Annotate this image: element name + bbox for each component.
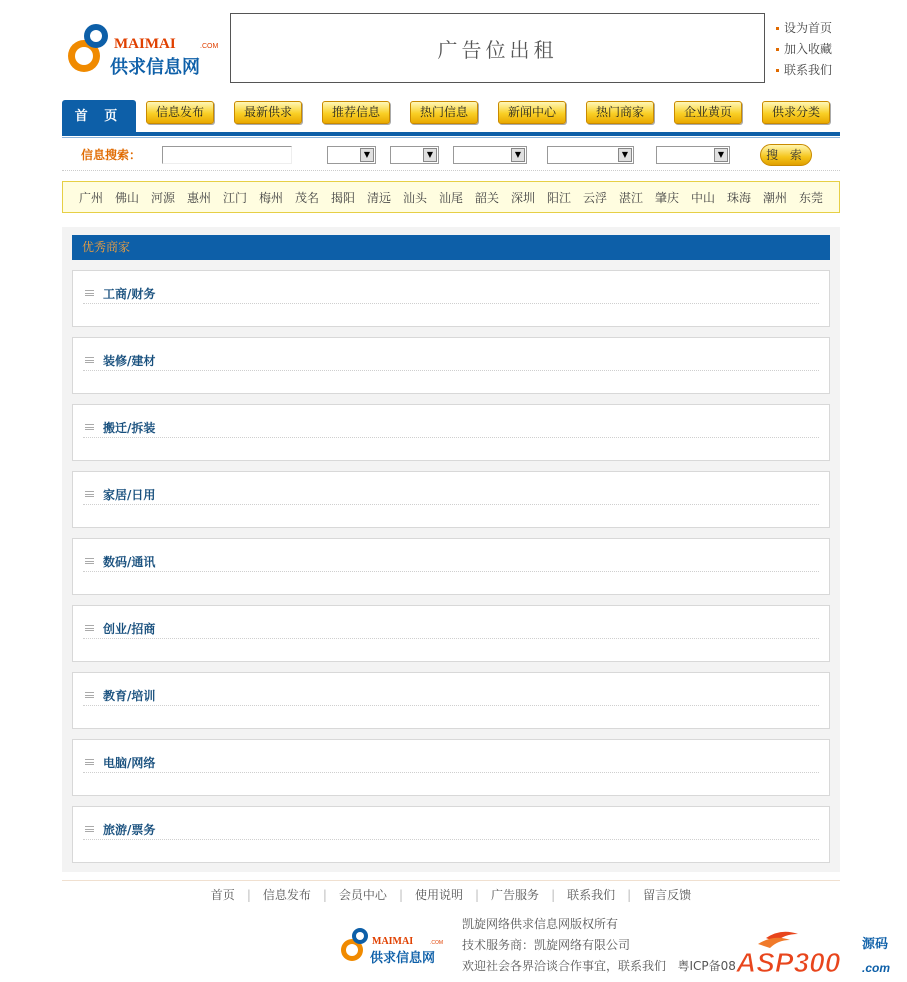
footer-link-contact[interactable]: 联系我们 xyxy=(567,888,616,902)
nav-divider xyxy=(62,132,840,136)
dropdown-arrow-icon: ▼ xyxy=(618,148,632,162)
city-link[interactable]: 深圳 xyxy=(510,190,535,205)
set-homepage-link[interactable]: 设为首页 xyxy=(776,18,846,39)
panel-title: 优秀商家 xyxy=(72,235,830,260)
bullet-icon xyxy=(776,69,779,72)
ad-banner[interactable] xyxy=(230,13,765,83)
list-icon xyxy=(85,424,94,430)
city-link[interactable]: 梅州 xyxy=(258,190,283,205)
separator: | xyxy=(246,888,251,902)
nav-categories[interactable]: 供求分类 xyxy=(762,101,830,124)
category-title[interactable]: 数码/通讯 xyxy=(103,555,156,569)
search-button[interactable]: 搜 索 xyxy=(760,144,812,166)
footer-link-member[interactable]: 会员中心 xyxy=(338,888,387,902)
add-favorite-link[interactable]: 加入收藏 xyxy=(776,39,846,60)
separator: | xyxy=(551,888,556,902)
city-link[interactable]: 揭阳 xyxy=(330,190,355,205)
category-box xyxy=(72,672,830,729)
logo-brand-suffix: .COM xyxy=(200,43,219,50)
dropdown-arrow-icon: ▼ xyxy=(714,148,728,162)
category-title[interactable]: 教育/培训 xyxy=(103,689,156,703)
category-box xyxy=(72,538,830,595)
city-link[interactable]: 湛江 xyxy=(618,190,643,205)
city-link[interactable]: 珠海 xyxy=(726,190,751,205)
provider-text: 技术服务商：凯旋网络有限公司 xyxy=(462,938,631,952)
welcome-text: 欢迎社会各界洽谈合作事宜，联系我们 xyxy=(462,959,667,973)
list-icon xyxy=(85,290,94,296)
search-select-3[interactable] xyxy=(453,146,527,164)
search-label: 信息搜索： xyxy=(81,148,142,162)
category-box xyxy=(72,337,830,394)
category-box xyxy=(72,471,830,528)
city-link[interactable]: 中山 xyxy=(690,190,715,205)
category-title[interactable]: 电脑/网络 xyxy=(103,756,156,770)
city-link[interactable]: 阳江 xyxy=(546,190,571,205)
search-input[interactable] xyxy=(162,146,292,164)
category-title[interactable]: 搬迁/拆装 xyxy=(103,421,156,435)
contact-us-link[interactable]: 联系我们 xyxy=(776,60,846,81)
city-link[interactable]: 云浮 xyxy=(582,190,607,205)
nav-hot-info[interactable]: 热门信息 xyxy=(410,101,478,124)
nav-divider-thin xyxy=(62,137,840,138)
footer-info xyxy=(462,914,736,977)
top-links xyxy=(776,18,846,81)
list-icon xyxy=(85,625,94,631)
city-link[interactable]: 韶关 xyxy=(474,190,499,205)
watermark-cn: 源码 xyxy=(862,937,889,952)
nav-recommended[interactable]: 推荐信息 xyxy=(322,101,390,124)
city-link[interactable]: 潮州 xyxy=(762,190,787,205)
dropdown-arrow-icon: ▼ xyxy=(423,148,437,162)
category-title[interactable]: 旅游/票务 xyxy=(103,823,156,837)
nav-hot-merchants[interactable]: 热门商家 xyxy=(586,101,654,124)
dropdown-arrow-icon: ▼ xyxy=(360,148,374,162)
ad-banner-text: 广告位出租 xyxy=(437,37,558,62)
separator: | xyxy=(475,888,480,902)
search-select-2[interactable] xyxy=(390,146,439,164)
city-link[interactable]: 茂名 xyxy=(294,190,319,205)
footer-link-feedback[interactable]: 留言反馈 xyxy=(643,888,692,902)
bullet-icon xyxy=(776,27,779,30)
watermark-logo-icon xyxy=(736,928,904,980)
search-select-1[interactable] xyxy=(327,146,376,164)
nav-news-center[interactable]: 新闻中心 xyxy=(498,101,566,124)
city-link[interactable]: 广州 xyxy=(78,190,103,205)
asp300-watermark xyxy=(736,928,904,980)
footer-link-publish[interactable]: 信息发布 xyxy=(262,888,311,902)
city-link[interactable]: 佛山 xyxy=(114,190,139,205)
bullet-icon xyxy=(776,48,779,51)
category-title[interactable]: 创业/招商 xyxy=(103,622,156,636)
footer-logo xyxy=(338,924,448,968)
footer-logo-brand-suffix: .COM xyxy=(430,940,444,946)
welcome-line xyxy=(462,956,736,977)
footer-links xyxy=(62,886,840,903)
nav-yellow-pages[interactable]: 企业黄页 xyxy=(674,101,742,124)
logo-brand-en: MAIMAI xyxy=(114,36,176,52)
icp-text: 粤ICP备08 xyxy=(677,959,736,973)
copyright-text: 凯旋网络供求信息网版权所有 xyxy=(462,917,619,931)
list-icon xyxy=(85,759,94,765)
nav-home-tab[interactable]: 首 页 xyxy=(62,100,136,133)
dropdown-arrow-icon: ▼ xyxy=(511,148,525,162)
city-bar xyxy=(62,181,840,213)
category-box xyxy=(72,270,830,327)
category-title[interactable]: 装修/建材 xyxy=(103,354,156,368)
city-link[interactable]: 江门 xyxy=(222,190,247,205)
search-select-5[interactable] xyxy=(656,146,730,164)
logo-brand-cn: 供求信息网 xyxy=(110,57,200,78)
footer-link-help[interactable]: 使用说明 xyxy=(414,888,463,902)
watermark-suffix: .com xyxy=(862,961,891,975)
footer-link-ads[interactable]: 广告服务 xyxy=(491,888,540,902)
list-icon xyxy=(85,692,94,698)
nav-info-publish[interactable]: 信息发布 xyxy=(146,101,214,124)
category-title[interactable]: 家居/日用 xyxy=(103,488,156,502)
category-title[interactable]: 工商/财务 xyxy=(103,287,156,301)
category-box xyxy=(72,404,830,461)
separator: | xyxy=(627,888,632,902)
list-icon xyxy=(85,491,94,497)
city-link[interactable]: 汕头 xyxy=(402,190,427,205)
city-link[interactable]: 东莞 xyxy=(798,190,823,205)
city-link[interactable]: 惠州 xyxy=(186,190,211,205)
category-box xyxy=(72,605,830,662)
category-box xyxy=(72,739,830,796)
search-select-4[interactable] xyxy=(547,146,634,164)
footer-logo-brand-en: MAIMAI xyxy=(372,936,414,947)
city-link[interactable]: 肇庆 xyxy=(654,190,679,205)
separator: | xyxy=(322,888,327,902)
footer-logo-brand-cn: 供求信息网 xyxy=(370,951,436,966)
list-icon xyxy=(85,357,94,363)
city-link[interactable]: 汕尾 xyxy=(438,190,463,205)
list-icon xyxy=(85,558,94,564)
category-box xyxy=(72,806,830,863)
list-icon xyxy=(85,826,94,832)
footer-link-home[interactable]: 首页 xyxy=(210,888,235,902)
separator: | xyxy=(398,888,403,902)
nav-latest-supply[interactable]: 最新供求 xyxy=(234,101,302,124)
site-logo[interactable] xyxy=(62,18,224,82)
logo-mark-icon xyxy=(62,18,224,82)
footer-logo-mark-icon xyxy=(338,924,448,968)
city-link[interactable]: 河源 xyxy=(150,190,175,205)
watermark-text: ASP300 xyxy=(736,947,841,978)
city-link[interactable]: 清远 xyxy=(366,190,391,205)
